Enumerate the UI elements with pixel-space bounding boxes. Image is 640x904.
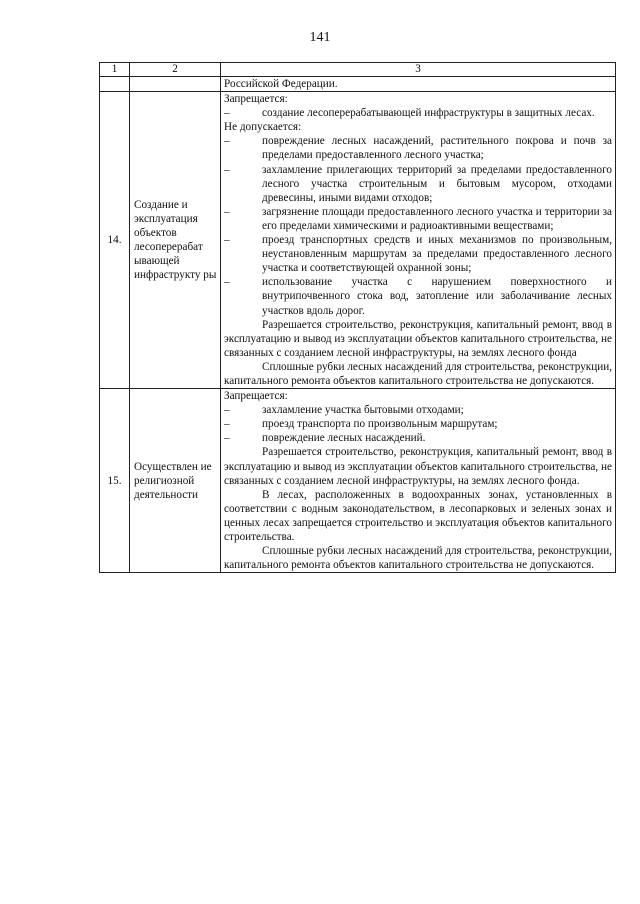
dash-marker: – [224,163,230,176]
section-heading: Не допускается: [224,121,302,134]
list-item-text: захламление участка бытовыми отходами; [262,404,464,417]
dash-list-item [224,403,612,417]
list-item-text: проезд транспорта по произвольным маршрутам; [262,418,498,431]
paragraph: Разрешается строительство, реконструкция, капитальный ремонт, ввод в эксплуатацию и вывод из эксплуатации объектов капитального строительства, не связанных с созданием лесной инфраструктуры, на землях лесного фонда. [224,446,612,487]
table-row [100,92,616,389]
paragraph: В лесах, расположенных в водоохранных зонах, установленных в соответствии с водным законодательством, в лесопарковых и зеленых зонах и ценных лесах запрещается строительство и эксплуатация объектов капитального строительства. [224,488,612,543]
list-item-text: создание лесоперерабатывающей инфраструктуры в защитных лесах. [262,107,595,120]
dash-list-item [224,233,612,275]
dash-list-item [224,205,612,233]
activity-name: Осуществлен ие религиозной деятельности [130,389,221,573]
dash-list-item [224,163,612,205]
page-number: 141 [309,30,331,45]
dash-list-item [224,106,612,120]
requirements-cell [221,389,616,573]
row-number: 15. [100,389,130,573]
list-item-text: загрязнение площади предоставленного лесного участка и территории за его пределами химическими и радиоактивными веществами; [262,205,612,232]
list-item-text: проезд транспортных средств и иных механизмов по произвольным, неустановленным маршрутам за пределами предоставленного лесного участка и соответствующей охранной зоны; [262,234,612,275]
dash-marker: – [224,205,230,218]
dash-marker: – [224,418,230,431]
column-header-2: 2 [130,63,221,77]
section-heading: Запрещается: [224,93,288,106]
list-item-text: захламление прилегающих территорий за пределами предоставленного лесного участка строительным и бытовым мусором, отходами древесины, иными видами отходов; [262,163,612,204]
paragraph: Сплошные рубки лесных насаждений для строительства, реконструкции, капитального ремонта объектов капитального строительства не допускаются. [224,360,612,387]
column-header-3: 3 [221,63,616,77]
row-number: 14. [100,92,130,389]
list-item-text: повреждение лесных насаждений, растительного покрова и почв за пределами предоставленного лесного участка; [262,135,612,162]
paragraph: Сплошные рубки лесных насаждений для строительства, реконструкции, капитального ремонта объектов капитального строительства не допускаются. [224,545,612,572]
continuation-name-cell [130,77,221,92]
dash-list-item [224,417,612,431]
section-heading: Запрещается: [224,390,288,403]
regulations-table [99,62,616,573]
requirements-cell [221,92,616,389]
table-row [100,389,616,573]
list-item-text: повреждение лесных насаждений. [262,432,426,445]
activity-name: Создание и эксплуатация объектов лесоперерабат ывающей инфраструкту ры [130,92,221,389]
list-item-text: использование участка с нарушением поверхностного и внутрипочвенного стока вод, затопление или заболачивание лесных участков вдоль дорог. [262,276,612,317]
dash-marker: – [224,432,230,445]
continuation-text: Российской Федерации. [224,78,338,90]
paragraph: Разрешается строительство, реконструкция, капитальный ремонт, ввод в эксплуатацию и вывод из эксплуатации объектов капитального строительства, не связанных с созданием лесной инфраструктуры, на землях лесного фонда [224,318,612,359]
dash-marker: – [224,107,230,120]
dash-list-item [224,275,612,317]
dash-list-item [224,431,612,445]
continuation-row [100,77,616,92]
dash-marker: – [224,135,230,148]
continuation-content-cell [221,77,616,92]
dash-list-item [224,134,612,162]
dash-marker: – [224,276,230,289]
continuation-number-cell [100,77,130,92]
dash-marker: – [224,404,230,417]
dash-marker: – [224,234,230,247]
column-header-1: 1 [100,63,130,77]
table-header-row [100,63,616,77]
